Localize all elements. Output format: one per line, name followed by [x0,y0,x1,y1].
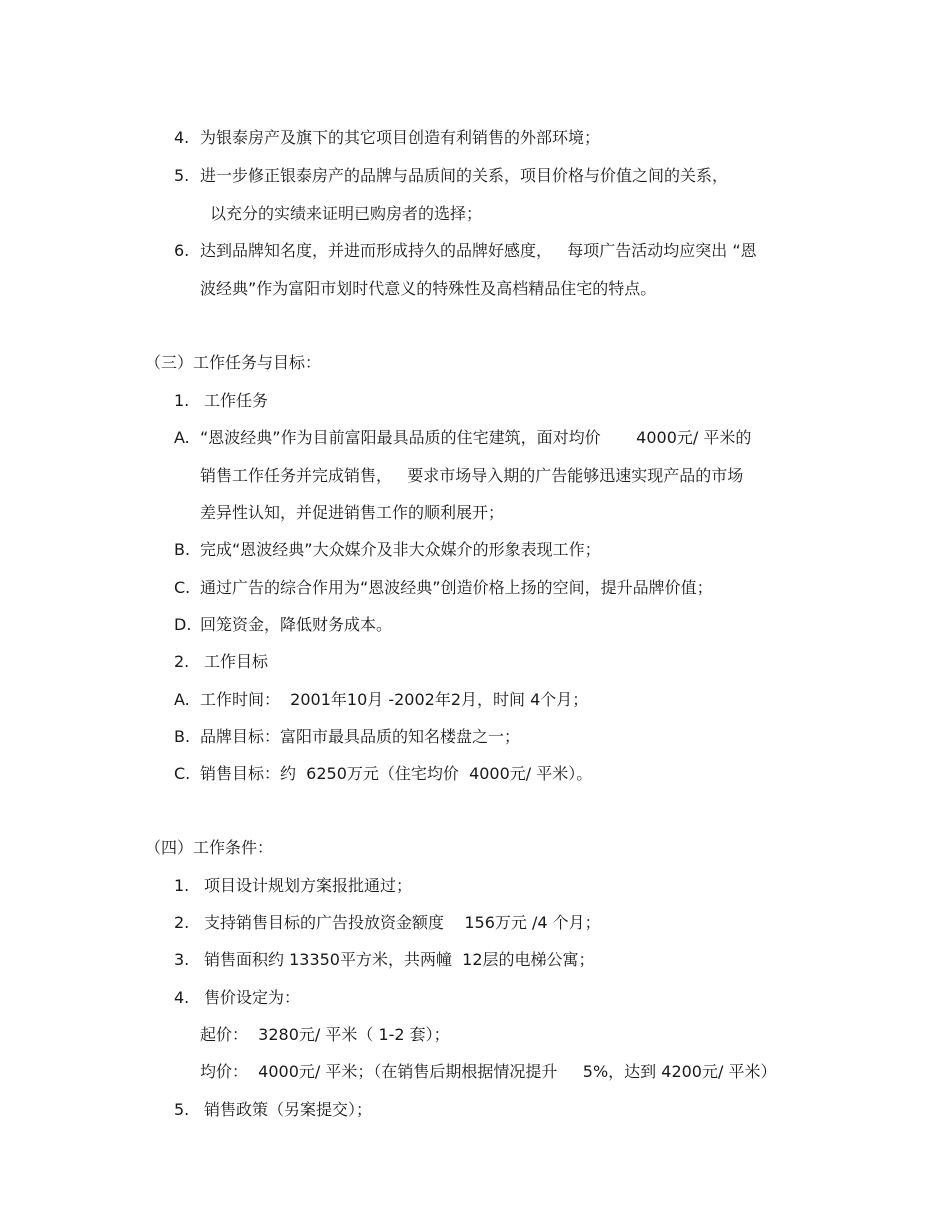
item-letter: A. [174,428,190,447]
continuation-line [210,203,482,225]
list-item [174,651,268,673]
item-text: 支持销售目标的广告投放资金额度 156万元 /4 个月； [204,913,601,932]
item-text: 销售政策（另案提交）； [204,1100,373,1119]
list-item [174,875,412,897]
list-item [174,1099,372,1121]
item-letter: C. [174,578,191,597]
item-text: 项目设计规划方案报批通过； [204,876,413,895]
item-number: 1. [174,391,190,410]
item-number: 5. [174,166,190,185]
continuation-line [200,502,504,524]
continuation-line [200,1061,776,1083]
item-number: 1. [174,876,190,895]
list-item [174,165,728,187]
item-letter: B. [174,727,191,746]
list-item [174,577,713,599]
item-text: 工作时间： 2001年10月 -2002年2月，时间 4个月； [200,690,589,709]
continuation-line [200,1024,450,1046]
section-heading [145,837,273,859]
item-number: 2. [174,652,190,671]
list-item [174,987,300,1009]
list-item [174,763,592,785]
item-text: 售价设定为： [204,988,301,1007]
item-text: 品牌目标：富阳市最具品质的知名楼盘之一； [200,727,521,746]
list-item [174,427,751,449]
item-number: 5. [174,1100,190,1119]
item-text: “恩波经典”作为目前富阳最具品质的住宅建筑，面对均价 4000元/ 平米的 [200,428,752,447]
list-item [174,539,601,561]
list-item [174,240,757,262]
list-item [174,614,392,636]
item-text: 销售面积约 13350平方米，共两幢 12层的电梯公寓； [204,950,595,969]
item-text: 通过广告的综合作用为“恩波经典”创造价格上扬的空间，提升品牌价值； [200,578,713,597]
list-item [174,726,520,748]
item-number: 2. [174,913,190,932]
section-heading [145,352,321,374]
section-heading-text: （三）工作任务与目标： [145,353,322,372]
item-text: 工作目标 [204,652,269,671]
list-item [174,912,601,934]
item-text: 达到品牌知名度，并进而形成持久的品牌好感度， 每项广告活动均应突出 “恩 [200,241,757,260]
item-text: 差异性认知，并促进销售工作的顺利展开； [200,503,505,522]
item-text: 起价： 3280元/ 平米（ 1-2 套）； [200,1025,450,1044]
item-number: 6. [174,241,190,260]
list-item [174,127,600,149]
item-text: 以充分的实绩来证明已购房者的选择； [210,204,483,223]
item-letter: A. [174,690,190,709]
item-text: 完成“恩波经典”大众媒介及非大众媒介的形象表现工作； [200,540,601,559]
item-number: 4. [174,988,190,1007]
item-text: 进一步修正银泰房产的品牌与品质间的关系，项目价格与价值之间的关系， [200,166,729,185]
item-text: 销售目标：约 6250万元（住宅均价 4000元/ 平米）。 [200,764,593,783]
section-heading-text: （四）工作条件： [145,838,274,857]
item-letter: D. [174,615,192,634]
list-item [174,689,588,711]
item-text: 销售工作任务并完成销售， 要求市场导入期的广告能够迅速实现产品的市场 [200,466,744,485]
item-text: 回笼资金，降低财务成本。 [200,615,393,634]
item-letter: B. [174,540,191,559]
continuation-line [200,278,656,300]
item-letter: C. [174,764,191,783]
item-number: 4. [174,128,190,147]
item-text: 波经典”作为富阳市划时代意义的特殊性及高档精品住宅的特点。 [200,279,657,298]
item-text: 均价： 4000元/ 平米；（在销售后期根据情况提升 5%，达到 4200元/ 平米） [200,1062,777,1081]
item-text: 为银泰房产及旗下的其它项目创造有利销售的外部环境； [200,128,601,147]
item-text: 工作任务 [204,391,269,410]
list-item [174,949,595,971]
item-number: 3. [174,950,190,969]
list-item [174,390,268,412]
continuation-line [200,465,743,487]
